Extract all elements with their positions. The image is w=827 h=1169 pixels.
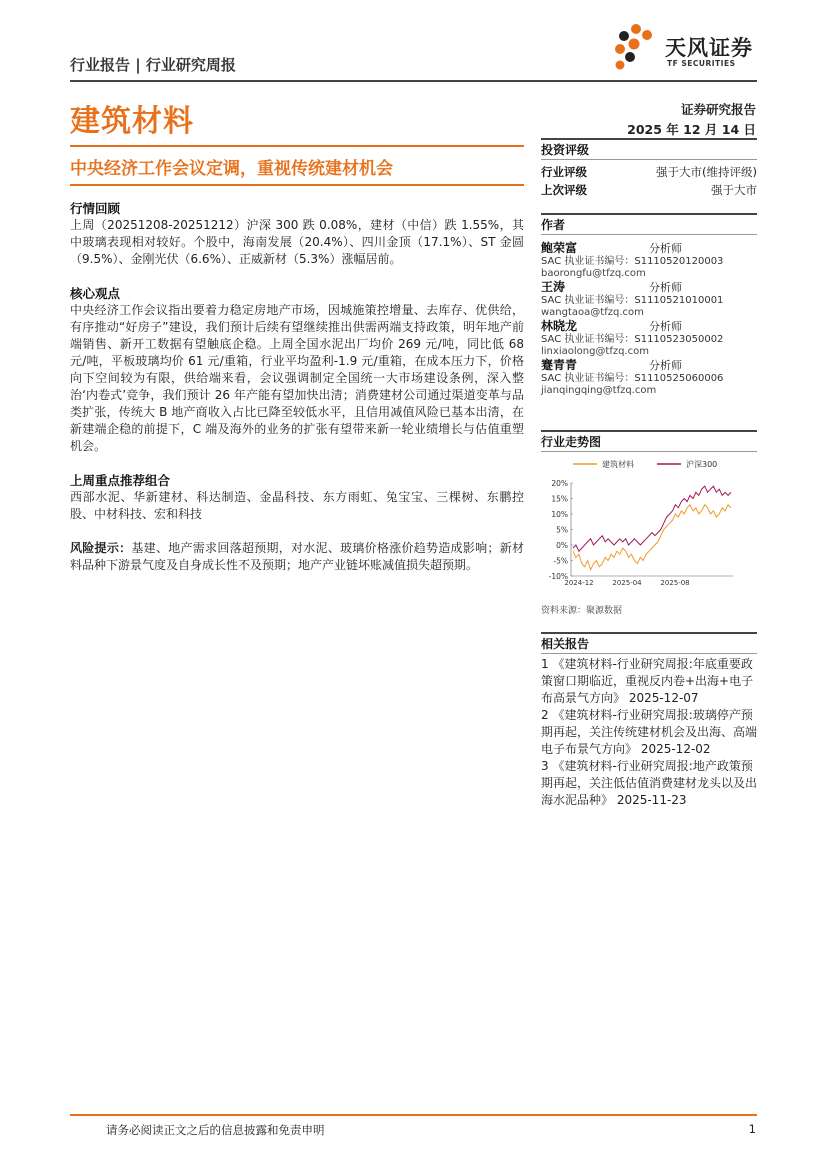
related-report-item[interactable]: 1 《建筑材料-行业研究周报:年底重要政策窗口期临近，重视反内卷+出海+电子布高景气方向》 2025-12-07 <box>541 657 754 705</box>
y-tick-label: -5% <box>553 556 568 566</box>
series-line <box>573 505 731 570</box>
brand-logo <box>610 22 760 72</box>
rating-value: 强于大市 <box>711 183 757 197</box>
related-report-item[interactable]: 3 《建筑材料-行业研究周报:地产政策预期再起，关注低估值消费建材龙头以及出海水泥品种》 2025-11-23 <box>541 759 758 807</box>
footer-notice: 请务必阅读正文之后的信息披露和免责申明 <box>106 1123 325 1137</box>
risk-label: 风险提示： <box>70 541 132 555</box>
related-panel <box>541 632 757 809</box>
sector-title: 建筑材料 <box>70 104 194 139</box>
analyst-card <box>541 358 757 397</box>
analyst-role: 分析师 <box>649 281 682 294</box>
analyst-card <box>541 280 757 319</box>
section-title-picks: 上周重点推荐组合 <box>70 473 171 488</box>
y-tick-label: -10% <box>548 572 568 581</box>
main-content <box>70 200 524 574</box>
rating-row <box>541 164 757 180</box>
rating-title: 投资评级 <box>541 138 757 160</box>
legend-label: 沪深300 <box>686 460 718 469</box>
doc-date: 2025 年 12 月 14 日 <box>627 122 756 137</box>
analyst-card <box>541 319 757 358</box>
series-line <box>573 486 731 551</box>
rating-key: 行业评级 <box>541 165 587 179</box>
y-tick-label: 5% <box>556 525 568 535</box>
authors-panel <box>541 213 757 397</box>
rating-value: 强于大市(维持评级) <box>656 165 757 179</box>
y-tick-label: 0% <box>556 541 568 550</box>
headline-top-rule <box>70 145 524 147</box>
authors-title: 作者 <box>541 213 757 235</box>
analyst-sac: SAC 执业证书编号：S1110521010001 <box>541 295 724 306</box>
analyst-sac: SAC 执业证书编号：S1110525060006 <box>541 373 724 384</box>
analyst-email[interactable]: wangtaoa@tfzq.com <box>541 307 644 318</box>
rating-panel <box>541 138 757 198</box>
section-title-review: 行情回顾 <box>70 201 121 216</box>
headline: 中央经济工作会议定调，重视传统建材机会 <box>70 159 393 179</box>
analyst-email[interactable]: jianqingqing@tfzq.com <box>541 385 657 396</box>
section-text-view: 中央经济工作会议指出要着力稳定房地产市场，因城施策控增量、去库存、优供给，有序推动“好房子”建设，我们预计后续有望继续推出供需两端支持政策，明年地产前端销售、新开工数据有望触底企稳。上周全国水泥出厂均价 269 元/吨，同比低 68 元/吨，平板玻璃均价 61 元/重箱，行业平均盈利-1.9 元/重箱，在成本压力下，价格向下空间较为有限，供给端来看，会议强调制定全国统一大市场建设条例，深入整治‘内卷式’竞争，我们预计 26 年产能有望加快出清；消费建材公司通过渠道变革与品类扩张，传统大 B 地产商收入占比已降至较低水平，且信用减值风险已基本出清，在新建端企稳的前提下，C 端及海外的业务的扩张有望带来新一轮业绩增长与估值重塑机会。 <box>70 303 524 453</box>
x-tick-label: 2025-08 <box>660 579 690 587</box>
page-number: 1 <box>748 1122 756 1136</box>
risk-text: 基建、地产需求回落超预期，对水泥、玻璃价格涨价趋势造成影响；新材料品种下游景气度及自身成长性不及预期；地产产业链坏账减值损失超预期。 <box>70 541 524 572</box>
section-text-review: 上周（20251208-20251212）沪深 300 跌 0.08%，建材（中信）跌 1.55%，其中玻璃表现相对较好。个股中，海南发展（20.4%）、四川金顶（17.1%）、ST 金圆（9.5%）、金刚光伏（6.6%）、正威新材（5.3%）涨幅居前。 <box>70 218 524 266</box>
legend-label: 建筑材料 <box>602 460 634 469</box>
analyst-card <box>541 241 757 280</box>
brand-name-cn: 天风证券 <box>665 36 753 60</box>
trend-chart-svg <box>541 450 757 590</box>
y-tick-label: 10% <box>551 510 568 519</box>
rating-key: 上次评级 <box>541 183 587 197</box>
footer-rule <box>70 1114 757 1116</box>
analyst-sac: SAC 执业证书编号：S1110523050002 <box>541 334 724 345</box>
brand-name-en: TF SECURITIES <box>667 59 736 68</box>
analyst-role: 分析师 <box>649 320 682 333</box>
analyst-sac: SAC 执业证书编号：S1110520120003 <box>541 256 724 267</box>
analyst-name: 林晓龙 <box>541 319 578 333</box>
related-title: 相关报告 <box>541 632 757 654</box>
analyst-email[interactable]: linxiaolong@tfzq.com <box>541 346 649 357</box>
analyst-role: 分析师 <box>649 359 682 372</box>
section-title-view: 核心观点 <box>70 286 121 301</box>
headline-bottom-rule <box>70 184 524 186</box>
trend-title: 行业走势图 <box>541 430 757 452</box>
report-type: 行业报告 | 行业研究周报 <box>70 56 236 74</box>
chart-source: 资料来源：聚源数据 <box>541 606 623 616</box>
rating-row <box>541 182 757 198</box>
analyst-email[interactable]: baorongfu@tfzq.com <box>541 268 646 279</box>
doc-type: 证券研究报告 <box>680 102 756 117</box>
related-report-item[interactable]: 2 《建筑材料-行业研究周报:玻璃停产预期再起，关注传统建材机会及出海、高端电子布景气方向》 2025-12-02 <box>541 708 758 756</box>
trend-chart <box>541 450 757 590</box>
y-tick-label: 20% <box>551 479 568 488</box>
analyst-name: 王涛 <box>541 280 566 294</box>
analyst-name: 蹇青青 <box>541 358 578 372</box>
trend-panel <box>541 430 757 452</box>
analyst-name: 鲍荣富 <box>541 241 578 255</box>
risk-paragraph <box>70 540 524 574</box>
logo-mark-icon <box>610 22 662 74</box>
section-text-picks: 西部水泥、华新建材、科达制造、金晶科技、东方雨虹、兔宝宝、三棵树、东鹏控股、中材科技、宏和科技 <box>70 490 524 521</box>
x-tick-label: 2025-04 <box>612 579 642 587</box>
y-tick-label: 15% <box>551 494 568 504</box>
analyst-role: 分析师 <box>649 242 682 255</box>
x-tick-label: 2024-12 <box>564 579 594 587</box>
top-divider <box>70 80 757 82</box>
